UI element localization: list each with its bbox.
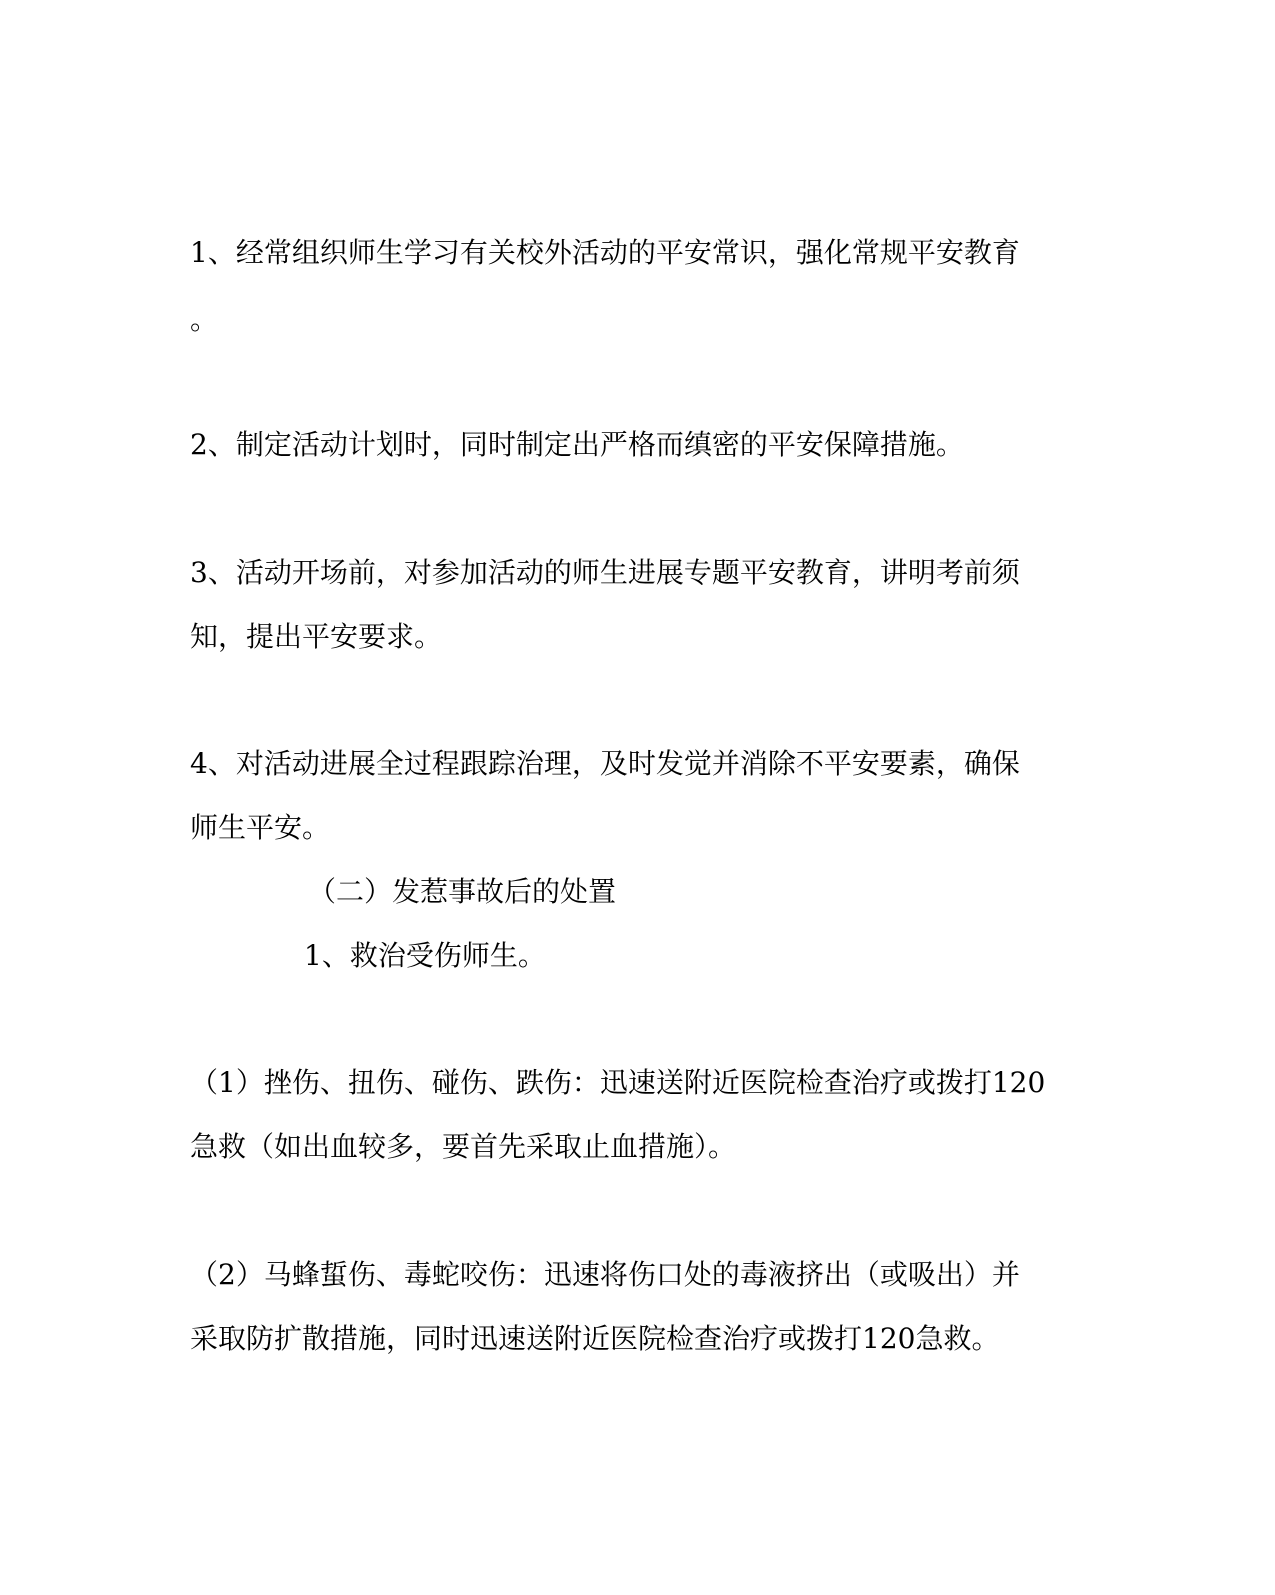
item-1-line-2: 急救（如出血较多，要首先采取止血措施）。 [190, 1130, 737, 1163]
paragraph-3-line-1: 3、活动开场前，对参加活动的师生进展专题平安教育，讲明考前须 [190, 556, 1020, 589]
paragraph-1-line-1: 1、经常组织师生学习有关校外活动的平安常识，强化常规平安教育 [190, 236, 1020, 269]
paragraph-1-line-2: 。 [190, 303, 219, 336]
paragraph-2-line-1: 2、制定活动计划时，同时制定出严格而缜密的平安保障措施。 [190, 428, 964, 461]
section-heading: （二）发惹事故后的处置 [308, 875, 617, 908]
item-2-line-2: 采取防扩散措施，同时迅速送附近医院检查治疗或拨打120急救。 [190, 1322, 1000, 1355]
subheading-1: 1、救治受伤师生。 [304, 939, 546, 972]
item-1-line-1: （1）挫伤、扭伤、碰伤、跌伤：迅速送附近医院检查治疗或拨打120 [190, 1066, 1046, 1099]
paragraph-3-line-2: 知，提出平安要求。 [190, 620, 443, 653]
paragraph-4-line-1: 4、对活动进展全过程跟踪治理，及时发觉并消除不平安要素，确保 [190, 747, 1020, 780]
paragraph-4-line-2: 师生平安。 [190, 811, 331, 844]
item-2-line-1: （2）马蜂蜇伤、毒蛇咬伤：迅速将伤口处的毒液挤出（或吸出）并 [190, 1258, 1020, 1291]
